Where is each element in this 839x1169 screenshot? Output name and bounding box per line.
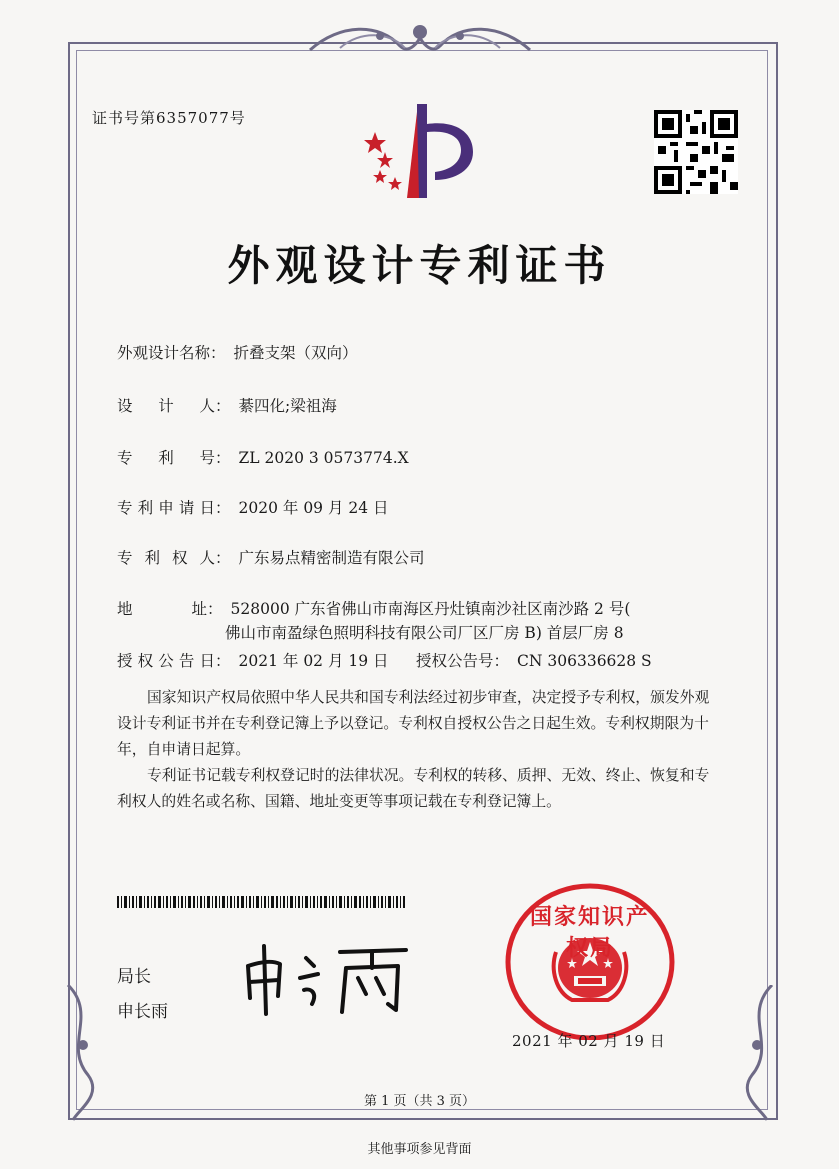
director-name: 申长雨 (117, 1002, 168, 1022)
filing-date-label: 专利申请日 (117, 499, 215, 517)
grant-pub-no-row: 授权公告号： CN 306336628 S (416, 652, 652, 670)
barcode-icon (117, 896, 405, 908)
address-row: 地 址 ： 528000 广东省佛山市南海区丹灶镇南沙社区南沙路 2 号( (117, 597, 630, 619)
grant-pub-date-label: 授权公告日 (117, 652, 215, 670)
seal-text: 国家知识产权局 (530, 905, 651, 961)
address-label-2: 址 (191, 600, 207, 618)
seal-date: 2021 年 02 月 19 日 (512, 1032, 666, 1050)
address-value-line1: 528000 广东省佛山市南海区丹灶镇南沙社区南沙路 2 号( (230, 600, 631, 618)
address-value-line2: 佛山市南盈绿色照明科技有限公司厂区厂房 B) 首层厂房 8 (225, 624, 624, 642)
patentee-label: 专 利 权 人 (117, 549, 215, 567)
design-name-row: 外观设计名称： 折叠支架（双向） (117, 341, 358, 363)
director-signature-icon (238, 938, 418, 1018)
patent-no-label: 专 利 号 (117, 449, 215, 467)
design-name-label: 外观设计名称 (117, 344, 211, 362)
patentee-row: 专 利 权 人： 广东易点精密制造有限公司 (117, 546, 425, 568)
grant-pub-no-value: CN 306336628 S (517, 652, 652, 670)
grant-pub-date-value: 2021 年 02 月 19 日 (238, 652, 389, 670)
qr-code-icon (654, 110, 738, 194)
patent-no-row: 专 利 号： ZL 2020 3 0573774.X (117, 446, 409, 468)
grant-pub-date-row: 授权公告日： 2021 年 02 月 19 日 (117, 649, 389, 671)
patentee-value: 广东易点精密制造有限公司 (238, 549, 425, 567)
page-indicator: 第 1 页（共 3 页） (363, 1094, 476, 1109)
patent-no-value: ZL 2020 3 0573774.X (238, 449, 409, 467)
paragraph-grant: 国家知识产权局依照中华人民共和国专利法经过初步审查，决定授予专利权，颁发外观设计专利证书并在专利登记簿上予以登记。专利权自授权公告之日起生效。专利权期限为十年，自申请日起算。 (117, 689, 710, 758)
address-label: 地 (117, 600, 133, 618)
director-title: 局长 (117, 967, 151, 987)
certificate-title: 外观设计专利证书 (227, 241, 612, 290)
designer-row: 设 计 人： 綦四化;梁祖海 (117, 394, 337, 416)
designer-label: 设 计 人 (117, 397, 215, 415)
top-ornament (300, 18, 540, 68)
grant-pub-no-label: 授权公告号 (416, 652, 494, 670)
cnipa-logo-icon (355, 102, 485, 202)
filing-date-value: 2020 年 09 月 24 日 (238, 499, 389, 517)
paragraph-legal-status: 专利证书记载专利权登记时的法律状况。专利权的转移、质押、无效、终止、恢复和专利权人的姓名或名称、国籍、地址变更等事项记载在专利登记簿上。 (117, 767, 710, 810)
designer-value: 綦四化;梁祖海 (238, 397, 337, 415)
certificate-number: 证书号第6357077号 (92, 109, 246, 127)
back-note: 其他事项参见背面 (367, 1142, 472, 1157)
design-name-value: 折叠支架（双向） (233, 344, 358, 362)
filing-date-row: 专利申请日： 2020 年 09 月 24 日 (117, 496, 389, 518)
